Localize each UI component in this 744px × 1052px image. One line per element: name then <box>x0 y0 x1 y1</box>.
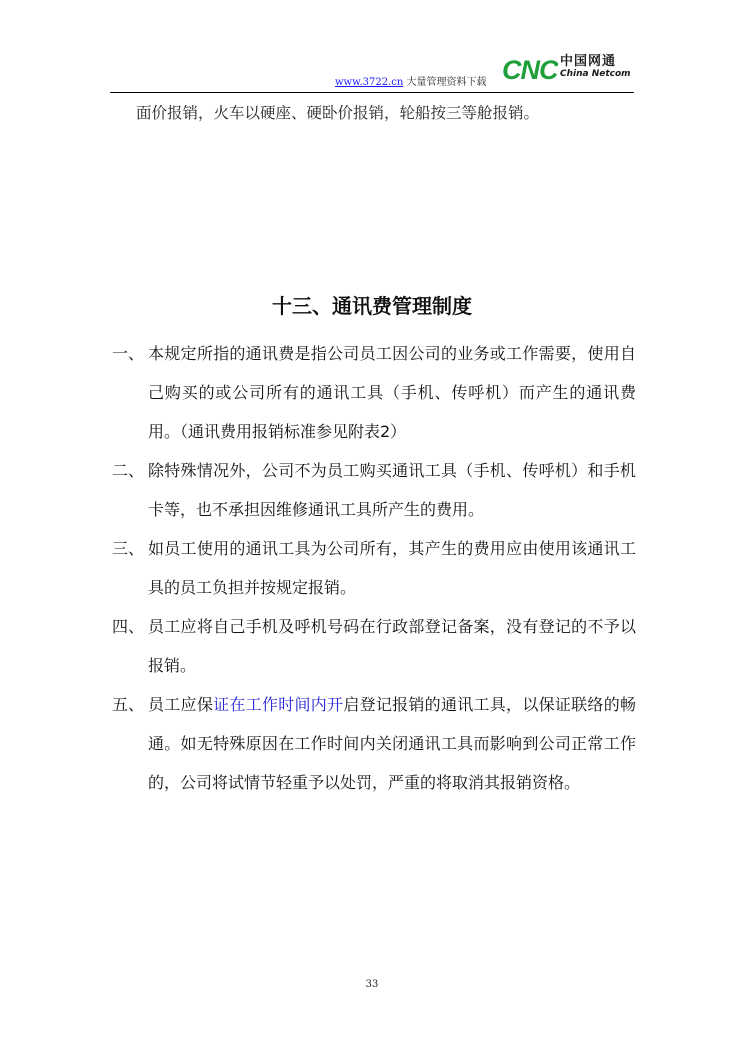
item-number: 一、 <box>112 344 145 363</box>
page-header <box>110 50 634 93</box>
item-text: 如员工使用的通讯工具为公司所有，其产生的费用应由使用该通讯工具的员工负担并按规定报销。 <box>148 539 636 597</box>
regulation-list <box>112 334 636 802</box>
regulation-item-1 <box>112 334 636 451</box>
regulation-item-3 <box>112 529 636 607</box>
continuation-paragraph: 面价报销，火车以硬座、硬卧价报销，轮船按三等舱报销。 <box>136 104 540 122</box>
china-netcom-logo <box>502 54 634 84</box>
item-text: 本规定所指的通讯费是指公司员工因公司的业务或工作需要，使用自己购买的或公司所有的通讯工具（手机、传呼机）而产生的通讯费用。（通讯费用报销标准参见附表2） <box>148 344 636 441</box>
logo-chinese-name: 中国网通 <box>560 54 617 69</box>
regulation-item-2 <box>112 451 636 529</box>
header-source-line <box>335 77 487 89</box>
item-text-before: 员工应保 <box>148 695 214 714</box>
item-text-highlight: 证在工作时间内开 <box>213 695 344 714</box>
cnc-logo-mark-icon <box>502 54 558 84</box>
regulation-item-4 <box>112 607 636 685</box>
section-title: 十三、通讯费管理制度 <box>272 294 472 318</box>
regulation-item-5 <box>112 685 636 802</box>
header-website-link[interactable]: www.3722.cn <box>335 77 404 88</box>
item-number: 二、 <box>112 461 145 480</box>
item-text-after: 启登记报销的通讯工具，以保证联络的畅通。如无特殊原因在工作时间内关闭通讯工具而影响到公司正常工作的，公司将试情节轻重予以处罚，严重的将取消其报销资格。 <box>148 695 636 792</box>
logo-english-name: China Netcom <box>560 69 631 79</box>
logo-mark-text: CNC <box>502 55 558 84</box>
item-number: 四、 <box>112 617 145 636</box>
item-number: 五、 <box>112 695 145 714</box>
item-text: 除特殊情况外，公司不为员工购买通讯工具（手机、传呼机）和手机卡等，也不承担因维修通讯工具所产生的费用。 <box>148 461 636 519</box>
page-number: 33 <box>365 979 379 990</box>
item-number: 三、 <box>112 539 145 558</box>
item-text: 员工应将自己手机及呼机号码在行政部登记备案，没有登记的不予以报销。 <box>148 617 636 675</box>
header-download-note: 大量管理资料下载 <box>403 77 487 88</box>
